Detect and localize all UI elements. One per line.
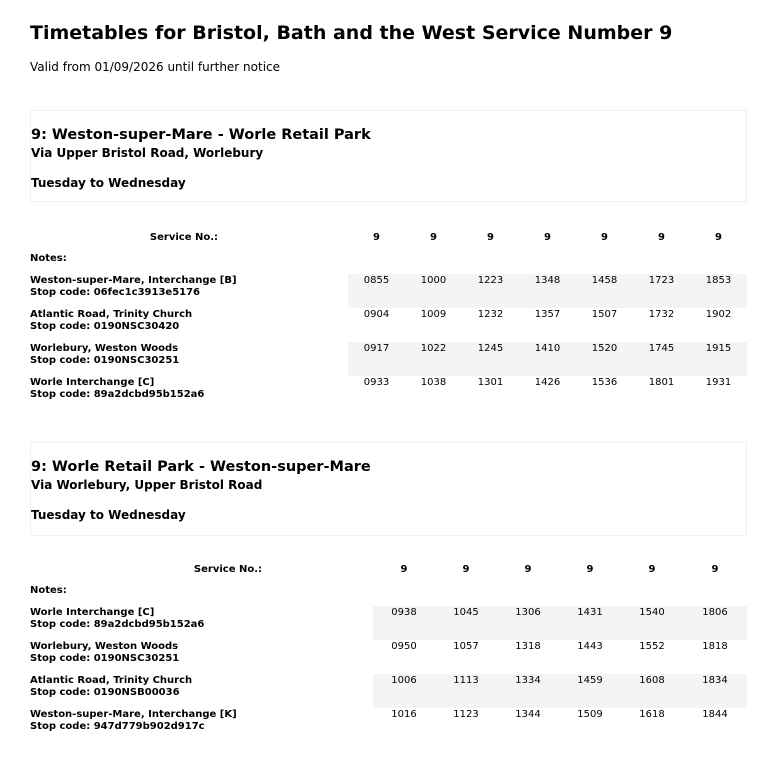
service-number: 9 <box>648 564 656 575</box>
service-number: 9 <box>400 564 408 575</box>
notes-row <box>30 584 747 606</box>
stop-cell <box>30 342 348 376</box>
table-row <box>30 674 747 708</box>
table-row <box>30 376 747 410</box>
departure-time: 1536 <box>591 377 618 388</box>
departure-time: 1123 <box>453 709 479 720</box>
stop-code: Stop code: 0190NSB00036 <box>30 687 180 698</box>
departure-time: 1318 <box>515 641 541 652</box>
route-2-title: 9: Worle Retail Park - Weston-super-Mare <box>31 459 371 475</box>
route-1-via: Via Upper Bristol Road, Worlebury <box>31 146 264 160</box>
departure-time: 1540 <box>621 606 683 640</box>
stop-name: Atlantic Road, Trinity Church <box>30 675 193 686</box>
stop-cell <box>30 308 348 342</box>
route-2-days: Tuesday to Wednesday <box>31 508 186 522</box>
departure-time: 1006 <box>373 674 435 708</box>
departure-time: 1357 <box>534 309 561 320</box>
departure-time: 1410 <box>519 342 576 376</box>
departure-time: 0933 <box>363 377 390 388</box>
table-row <box>30 308 747 342</box>
departure-time: 1806 <box>683 606 747 640</box>
service-number: 9 <box>487 232 494 243</box>
service-number: 9 <box>601 232 608 243</box>
departure-time: 1245 <box>462 342 519 376</box>
departure-time: 0938 <box>373 606 435 640</box>
stop-code: Stop code: 89a2dcbd95b152a6 <box>30 389 205 400</box>
notes-row <box>30 252 747 274</box>
service-number: 9 <box>658 232 665 243</box>
departure-time: 1844 <box>702 709 728 720</box>
service-number: 9 <box>711 564 719 575</box>
stop-cell <box>30 674 373 708</box>
route-2-header <box>30 442 747 536</box>
route-2-timetable <box>30 562 747 742</box>
departure-time: 1902 <box>705 309 732 320</box>
stop-cell <box>30 606 373 640</box>
table-row <box>30 708 747 742</box>
departure-time: 1459 <box>559 674 621 708</box>
valid-from-text: Valid from 01/09/2026 until further notice <box>30 60 281 74</box>
departure-time: 1745 <box>633 342 690 376</box>
stop-code: Stop code: 89a2dcbd95b152a6 <box>30 619 205 630</box>
service-no-label: Service No.: <box>193 564 262 575</box>
route-2-via: Via Worlebury, Upper Bristol Road <box>31 478 263 492</box>
stop-name: Worle Interchange [C] <box>30 377 155 388</box>
table-row <box>30 274 747 308</box>
service-number: 9 <box>544 232 551 243</box>
service-number: 9 <box>524 564 532 575</box>
departure-time: 1853 <box>690 274 747 308</box>
departure-time: 1520 <box>576 342 633 376</box>
service-number: 9 <box>715 232 722 243</box>
service-number-row <box>30 230 747 252</box>
departure-time: 1016 <box>391 709 417 720</box>
route-1-title: 9: Weston-super-Mare - Worle Retail Park <box>31 127 371 143</box>
departure-time: 1552 <box>639 641 665 652</box>
departure-time: 1507 <box>591 309 618 320</box>
departure-time: 1348 <box>519 274 576 308</box>
service-number: 9 <box>586 564 594 575</box>
page-title: Timetables for Bristol, Bath and the West Service Number 9 <box>30 22 673 44</box>
departure-time: 1458 <box>576 274 633 308</box>
stop-code: Stop code: 06fec1c3913e5176 <box>30 287 201 298</box>
departure-time: 1915 <box>690 342 747 376</box>
departure-time: 1057 <box>453 641 479 652</box>
departure-time: 1232 <box>477 309 504 320</box>
service-number: 9 <box>430 232 437 243</box>
departure-time: 1022 <box>405 342 462 376</box>
departure-time: 1344 <box>515 709 541 720</box>
departure-time: 1818 <box>702 641 728 652</box>
departure-time: 1443 <box>577 641 603 652</box>
departure-time: 1334 <box>497 674 559 708</box>
stop-code: Stop code: 947d779b902d917c <box>30 721 205 732</box>
route-1-days: Tuesday to Wednesday <box>31 176 186 190</box>
departure-time: 1608 <box>621 674 683 708</box>
departure-time: 1618 <box>639 709 665 720</box>
departure-time: 1931 <box>705 377 732 388</box>
departure-time: 1509 <box>577 709 603 720</box>
stop-code: Stop code: 0190NSC30251 <box>30 355 180 366</box>
stop-code: Stop code: 0190NSC30420 <box>30 321 180 332</box>
departure-time: 1431 <box>559 606 621 640</box>
departure-time: 1000 <box>405 274 462 308</box>
departure-time: 0904 <box>363 309 390 320</box>
notes-label: Notes: <box>30 585 67 596</box>
stop-cell <box>30 274 348 308</box>
route-1-header <box>30 110 747 202</box>
stop-cell <box>30 376 348 410</box>
stop-name: Worlebury, Weston Woods <box>30 641 179 652</box>
stop-cell <box>30 708 373 742</box>
departure-time: 1732 <box>648 309 675 320</box>
departure-time: 1223 <box>462 274 519 308</box>
service-number: 9 <box>373 232 380 243</box>
service-number: 9 <box>462 564 470 575</box>
table-row <box>30 342 747 376</box>
departure-time: 0950 <box>391 641 417 652</box>
departure-time: 1301 <box>477 377 504 388</box>
stop-name: Weston-super-Mare, Interchange [K] <box>30 709 237 720</box>
departure-time: 0917 <box>348 342 405 376</box>
departure-time: 1045 <box>435 606 497 640</box>
stop-code: Stop code: 0190NSC30251 <box>30 653 180 664</box>
departure-time: 1723 <box>633 274 690 308</box>
departure-time: 1801 <box>648 377 675 388</box>
stop-name: Worle Interchange [C] <box>30 607 155 618</box>
service-no-label: Service No.: <box>149 232 218 243</box>
departure-time: 1009 <box>420 309 447 320</box>
stop-cell <box>30 640 373 674</box>
stop-name: Weston-super-Mare, Interchange [B] <box>30 275 237 286</box>
departure-time: 1306 <box>497 606 559 640</box>
service-number-row <box>30 562 747 584</box>
departure-time: 0855 <box>348 274 405 308</box>
departure-time: 1834 <box>683 674 747 708</box>
table-row <box>30 606 747 640</box>
stop-name: Worlebury, Weston Woods <box>30 343 179 354</box>
departure-time: 1038 <box>420 377 447 388</box>
table-row <box>30 640 747 674</box>
route-1-timetable <box>30 230 747 410</box>
stop-name: Atlantic Road, Trinity Church <box>30 309 193 320</box>
departure-time: 1113 <box>435 674 497 708</box>
notes-label: Notes: <box>30 253 67 264</box>
departure-time: 1426 <box>534 377 561 388</box>
